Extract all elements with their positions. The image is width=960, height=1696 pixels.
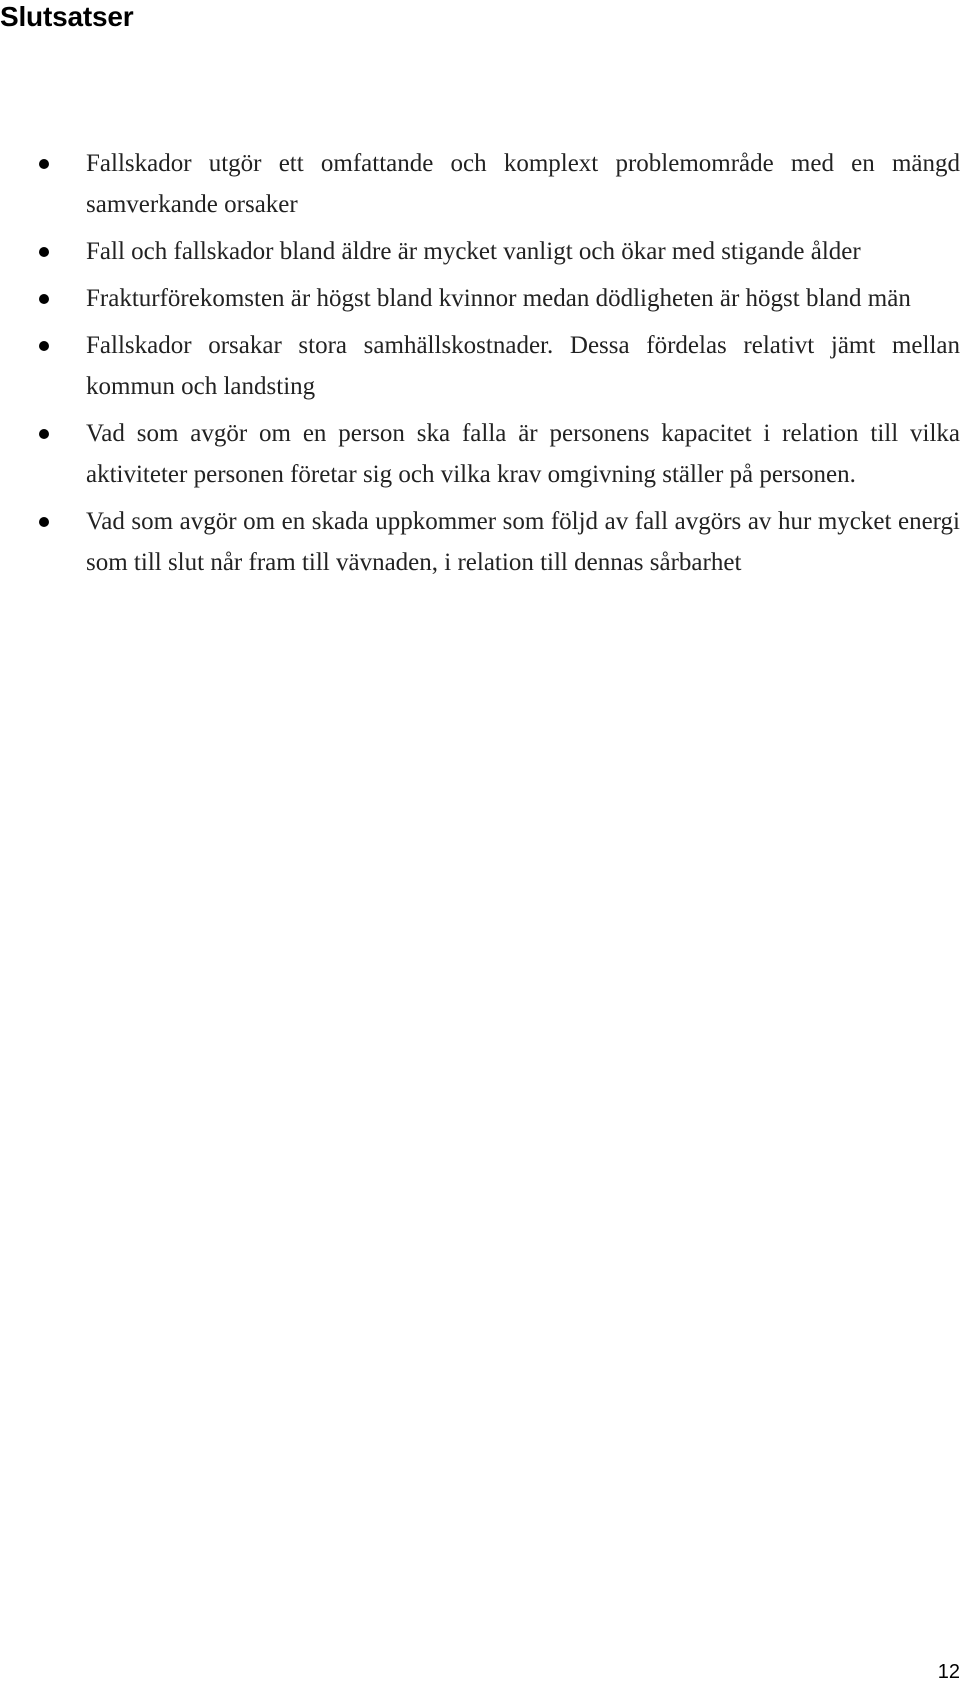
list-item [0,501,960,583]
bullet-icon [39,341,49,351]
list-item [0,325,960,407]
list-item [0,413,960,495]
list-item [0,143,960,225]
list-item-text: Vad som avgör om en person ska falla är personens kapacitet i relation till vilka aktiviteter personen företar sig och vilka krav omgivning ställer på personen. [86,420,960,488]
list-item-text: Frakturförekomsten är högst bland kvinnor medan dödligheten är högst bland män [86,285,911,312]
bullet-icon [39,517,49,527]
bullet-icon [39,429,49,439]
bullet-icon [39,159,49,169]
bullet-icon [39,247,49,257]
conclusions-list [0,143,960,583]
list-item-text: Fall och fallskador bland äldre är mycket vanligt och ökar med stigande ålder [86,238,861,265]
page-title: Slutsatser [0,1,134,32]
list-item-text: Fallskador utgör ett omfattande och komplext problemområde med en mängd samverkande orsaker [86,150,960,218]
bullet-icon [39,294,49,304]
page-number: 12 [937,1661,960,1683]
list-item [0,231,960,272]
list-item-text: Fallskador orsakar stora samhällskostnader. Dessa fördelas relativt jämt mellan kommun och landsting [86,332,960,400]
list-item [0,278,960,319]
list-item-text: Vad som avgör om en skada uppkommer som följd av fall avgörs av hur mycket energi som till slut når fram till vävnaden, i relation till dennas sårbarhet [86,508,960,576]
